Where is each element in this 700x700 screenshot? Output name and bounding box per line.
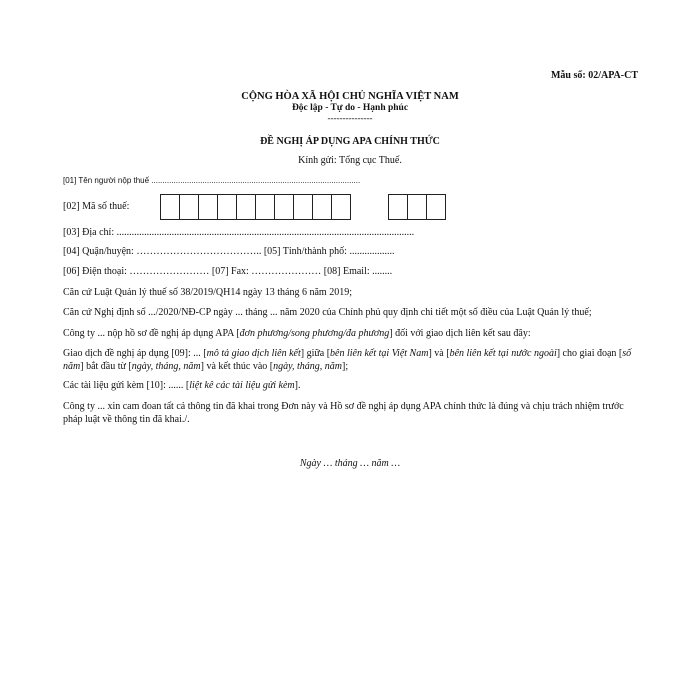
header-divider: ---------------	[327, 113, 373, 123]
apa-request-paragraph	[63, 327, 643, 340]
tax-code-box[interactable]	[179, 194, 199, 220]
tax-code-boxes-main	[160, 194, 351, 220]
transaction-text: ];	[342, 361, 349, 372]
foreign-party-placeholder: bên liên kết tại nước ngoài	[449, 348, 557, 359]
tax-code-box[interactable]	[198, 194, 218, 220]
tax-code-label: [02] Mã số thuế:	[63, 201, 130, 212]
tax-code-box[interactable]	[331, 194, 351, 220]
form-code: Mẫu số: 02/APA-CT	[550, 70, 638, 81]
tax-code-box[interactable]	[160, 194, 180, 220]
attachments-paragraph	[63, 379, 643, 392]
motto: Độc lập - Tự do - Hạnh phúc	[291, 103, 409, 113]
tax-code-box[interactable]	[426, 194, 446, 220]
address-field: [03] Địa chỉ: .......................................................................................................................	[63, 227, 415, 238]
transaction-text: ] cho giai đoạn [	[556, 348, 623, 359]
transaction-paragraph	[63, 347, 643, 373]
start-date-placeholder: ngày, tháng, năm	[131, 361, 201, 372]
attachments-text: ].	[294, 380, 301, 391]
tax-code-box[interactable]	[236, 194, 256, 220]
tax-code-boxes-branch	[388, 194, 446, 220]
tax-code-box[interactable]	[312, 194, 332, 220]
commitment-paragraph: Công ty ... xin cam đoan tất cả thông tin đã khai trong Đơn này và Hồ sơ đề nghị áp dụng APA chính thức là đúng và chịu trách nhiệm trước pháp luật về thông tin đã khai./.	[63, 401, 624, 425]
date-line	[0, 458, 700, 469]
legal-basis-law: Căn cứ Luật Quản lý thuế số 38/2019/QH14 ngày 13 tháng 6 năm 2019;	[63, 287, 352, 298]
addressee: Kính gửi: Tổng cục Thuế.	[298, 155, 402, 166]
tax-code-box[interactable]	[217, 194, 237, 220]
transaction-text: ] và kết thúc vào [	[200, 361, 274, 372]
apa-request-text: Công ty ... nộp hồ sơ đề nghị áp dụng APA [	[63, 328, 240, 339]
tax-code-box[interactable]	[407, 194, 427, 220]
legal-basis-decree: Căn cứ Nghị định số .../2020/NĐ-CP ngày ... tháng ... năm 2020 của Chính phủ quy định chi tiết một số điều của Luật Quản lý thuế;	[63, 307, 592, 318]
attachments-placeholder: liệt kê các tài liệu gửi kèm	[189, 380, 295, 391]
transaction-text: ] giữa [	[300, 348, 331, 359]
apa-type-placeholder: đơn phương/song phương/đa phương	[239, 328, 390, 339]
tax-code-box[interactable]	[255, 194, 275, 220]
district-province-field: [04] Quận/huyện: ……………………………….. [05] Tỉnh/thành phố: ..................	[63, 246, 395, 257]
tax-code-box[interactable]	[274, 194, 294, 220]
contact-field: [06] Điện thoại: …………………… [07] Fax: ………………… [08] Email: ........	[63, 266, 393, 277]
taxpayer-name-field: [01] Tên người nộp thuế ..............................................................................................	[63, 176, 361, 185]
date-line-text: Ngày … tháng … năm …	[299, 458, 401, 469]
attachments-text: Các tài liệu gửi kèm [10]: ...... [	[63, 380, 190, 391]
tax-code-box[interactable]	[293, 194, 313, 220]
end-date-placeholder: ngày, tháng, năm	[273, 361, 343, 372]
vietnam-party-placeholder: bên liên kết tại Việt Nam	[330, 348, 429, 359]
country-header: CỘNG HÒA XÃ HỘI CHỦ NGHĨA VIỆT NAM	[241, 91, 459, 102]
transaction-desc-placeholder: mô tả giao dịch liên kết	[206, 348, 301, 359]
years-placeholder: số năm	[63, 348, 632, 372]
transaction-text: Giao dịch đề nghị áp dụng [09]: ... [	[63, 348, 207, 359]
transaction-text: ] và [	[428, 348, 450, 359]
apa-request-text-end: ] đối với giao dịch liên kết sau đây:	[389, 328, 531, 339]
transaction-text: ] bắt đầu từ [	[80, 361, 132, 372]
tax-code-box[interactable]	[388, 194, 408, 220]
document-title: ĐỀ NGHỊ ÁP DỤNG APA CHÍNH THỨC	[260, 136, 440, 147]
